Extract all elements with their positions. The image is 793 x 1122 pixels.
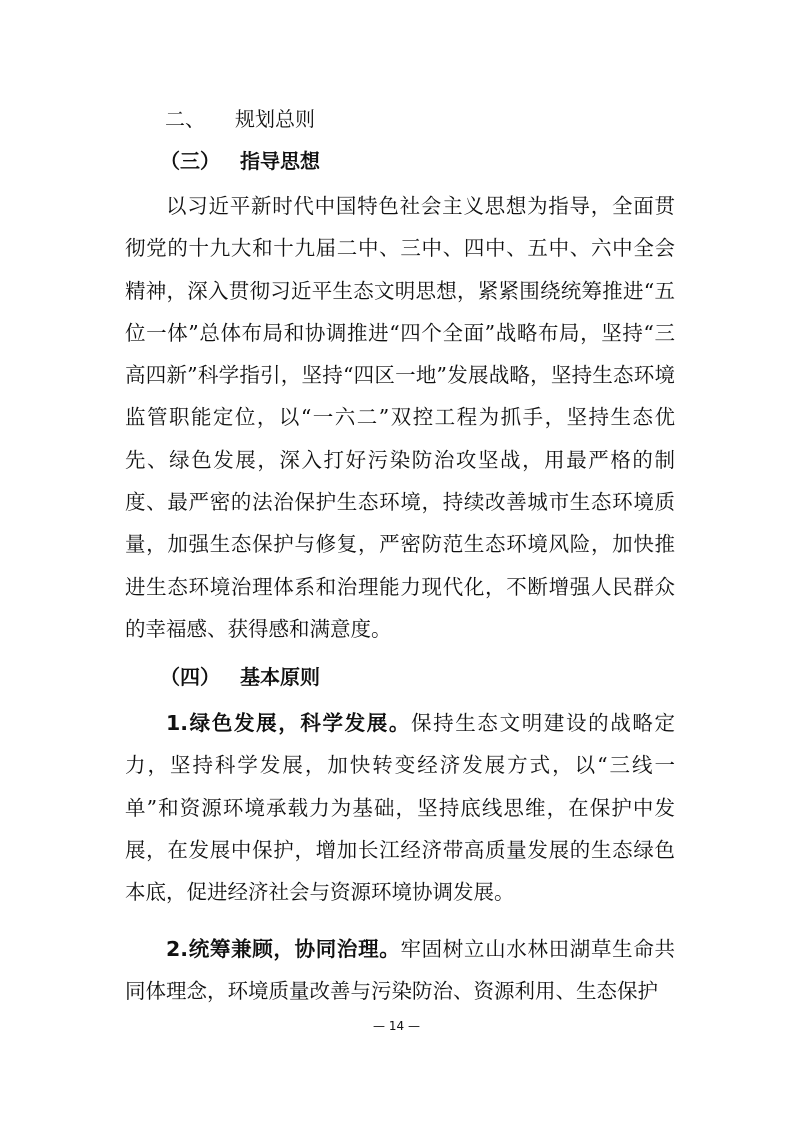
principle-text: 牢固树立山水林田湖草生命共同体理念，环境质量改善与污染防治、资源利用、生态保护 (125, 937, 675, 1004)
section-title: 规划总则 (235, 107, 315, 131)
guiding-ideology-paragraph: 以习近平新时代中国特色社会主义思想为指导，全面贯彻党的十九大和十九届二中、三中、四中、五中、六中全会精神，深入贯彻习近平生态文明思想，紧紧围绕统筹推进“五位一体”总体布局和协调推进“四个全面”战略布局，坚持“三高四新”科学指引，坚持“四区一地”发展战略，坚持生态环境监管职能定位，以“一六二”双控工程为抓手，坚持生态优先、绿色发展，深入打好污染防治攻坚战，用最严格的制度、最严密的法治保护生态环境，持续改善城市生态环境质量，加强生态保护与修复，严密防范生态环境风险，加快推进生态环境治理体系和治理能力现代化，不断增强人民群众的幸福感、获得感和满意度。 (125, 194, 675, 641)
principle-lead: 2.统筹兼顾，协同治理。 (166, 937, 401, 961)
page-number: — 14 — (373, 1019, 420, 1033)
principle-paragraph-1 (125, 702, 675, 913)
principle-paragraph-2 (125, 928, 675, 1013)
principle-lead: 1.绿色发展，科学发展。 (166, 711, 412, 735)
subsection-number: （三） (160, 149, 220, 173)
principle-text: 保持生态文明建设的战略定力，坚持科学发展，加快转变经济发展方式，以“三线一单”和资源环境承载力为基础，坚持底线思维，在保护中发展，在发展中保护，增加长江经济带高质量发展的生态绿色本底，促进经济社会与资源环境协调发展。 (125, 711, 675, 905)
subsection-title: 指导思想 (240, 149, 320, 173)
subsection-heading-guiding-ideology (160, 146, 320, 176)
section-heading (165, 104, 315, 134)
section-number: 二、 (165, 107, 205, 131)
subsection-title: 基本原则 (240, 665, 320, 689)
subsection-number: （四） (160, 665, 220, 689)
subsection-heading-basic-principles (160, 662, 320, 692)
